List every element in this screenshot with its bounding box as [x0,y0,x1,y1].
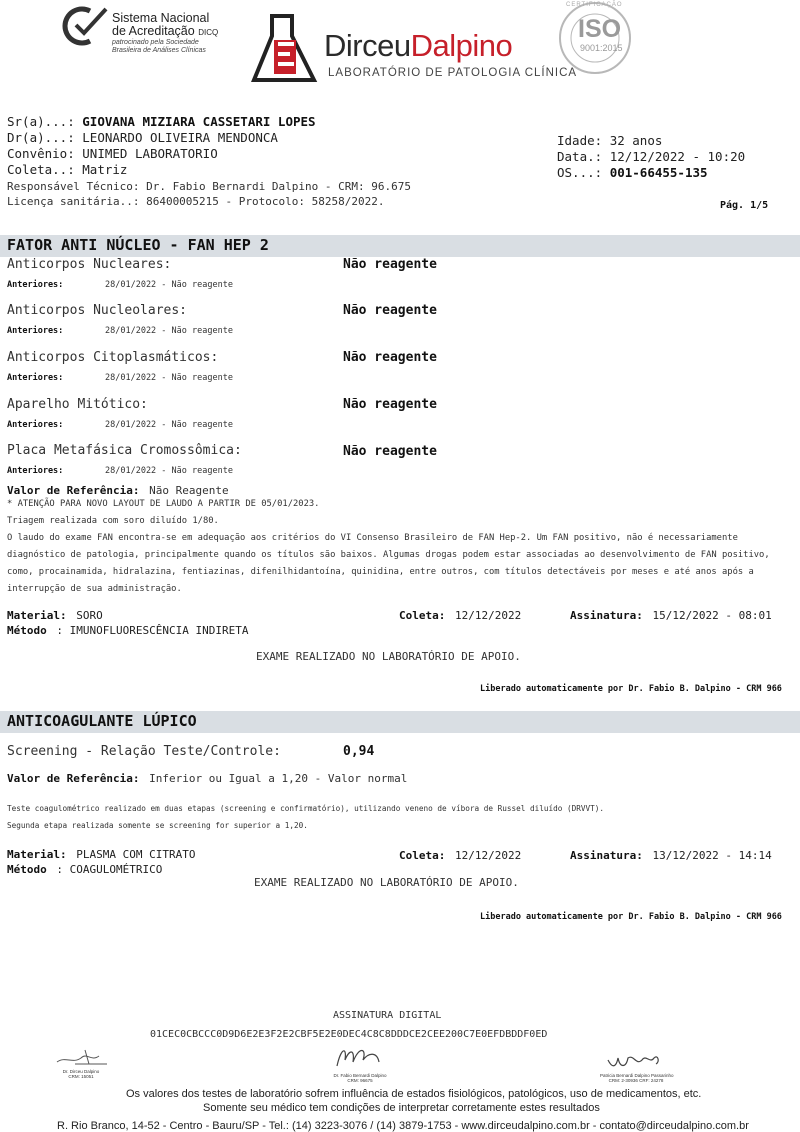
fan-anteriores-label: Anteriores: [7,420,64,430]
lab-flask-logo-icon [250,14,318,84]
signature-3-crm: CRM: 2-30936 CRF: 24278 [608,1078,664,1083]
footer-disclaimer-2: Somente seu médico tem condições de interpretar corretamente estes resultados [203,1102,600,1114]
signature-2-crm: CRM: 96675 [347,1078,373,1083]
lupico-coleta-row [399,844,521,863]
digital-signature-title: ASSINATURA DIGITAL [333,1010,442,1021]
doctor-name: LEONARDO OLIVEIRA MENDONCA [82,130,278,145]
fan-section-title: FATOR ANTI NÚCLEO - FAN HEP 2 [7,236,269,254]
signature-3-icon [606,1050,662,1072]
fan-coleta-value: 12/12/2022 [455,609,522,622]
convenio-value: UNIMED LABORATORIO [82,146,218,161]
sna-text [112,12,218,55]
fan-assinatura-value: 15/12/2022 - 08:01 [652,609,772,622]
idade-label: Idade: [557,133,603,148]
fan-anteriores-label: Anteriores: [7,280,64,290]
patient-name: GIOVANA MIZIARA CASSETARI LOPES [82,114,316,129]
fan-note-consenso: O laudo do exame FAN encontra-se em adequação aos critérios do VI Consenso Brasileiro de FAN Hep-2. Um FAN positivo, não é necessariamente diagnóstico de patologia, principalmente quando os títulos são baixos. Algumas drogas podem estar associadas ao desenvolvimento de FAN positivo, como, procainamida, hidralazina, fentiazinas, difenilhidantoína, quinidina, entre outros, com títulos detectáveis por meses e até anos após a interrupção de sua administração. [7,533,770,594]
fan-item-result: Não reagente [343,303,437,318]
digital-signature-hash: 01CEC0CBCCC0D9D6E2E3F2E2CBF5E2E0DEC4C8C8DDDCE2CEE200C7E0EFDBDDF0ED [150,1029,548,1040]
fan-metodo-row [7,619,248,638]
convenio-label: Convênio: [7,146,75,161]
page-number: Pág. 1/5 [720,200,769,211]
fan-item-result: Não reagente [343,350,437,365]
footer-disclaimer-1: Os valores dos testes de laboratório sofrem influência de estados fisiológicos, patológicos, uso de medicamentos, etc. [126,1088,702,1100]
sna-line2: de Acreditação [112,24,195,38]
fan-item-result: Não reagente [343,397,437,412]
signature-1-text [56,1069,106,1079]
signature-1-name: Dr. Dirceu Dalpino [62,1069,100,1074]
fan-material-value: SORO [76,609,103,622]
fan-item-result: Não reagente [343,257,437,272]
fan-reference-value: Não Reagente [149,484,229,497]
patient-name-row [7,114,316,129]
licenca-sanitaria: Licença sanitária..: 86400005215 - Protocolo: 58258/2022. [7,195,385,208]
data-row [557,149,745,164]
lupico-metodo-label: Método [7,863,47,876]
lupico-metodo-row [7,858,162,877]
lab-name-b: Dalpino [410,28,513,63]
doctor-row [7,130,278,145]
fan-assinatura-row [570,604,772,623]
lupico-coleta-label: Coleta: [399,849,446,862]
lupico-reference-value: Inferior ou Igual a 1,20 - Valor normal [149,772,408,785]
lupico-liberado: Liberado automaticamente por Dr. Fabio B. Dalpino - CRM 966 [480,912,782,922]
lab-subtitle: LABORATÓRIO DE PATOLOGIA CLÍNICA [328,67,578,79]
lupico-coleta-value: 12/12/2022 [455,849,522,862]
lupico-note-teste: Teste coagulométrico realizado em duas etapas (screening e confirmatório), utilizando veneno de víbora de Russel diluído (DRVVT). [7,804,605,813]
lupico-assinatura-row [570,844,772,863]
signature-2-icon [333,1042,383,1072]
data-value: 12/12/2022 - 10:20 [609,149,746,164]
lupico-reference-row [7,767,407,786]
iso-top: CERTIFICAÇÃO [566,2,623,8]
fan-item-label: Anticorpos Nucleares: [7,257,172,272]
fan-assinatura-label: Assinatura: [570,609,643,622]
coleta-label: Coleta..: [7,162,75,177]
signature-1-crm: CRM: 15051 [68,1074,94,1079]
lupico-assinatura-value: 13/12/2022 - 14:14 [652,849,772,862]
idade-row [557,133,662,148]
fan-item-result: Não reagente [343,444,437,459]
iso-big: ISO [578,15,622,43]
fan-metodo-value: : IMUNOFLUORESCÊNCIA INDIRETA [56,624,249,637]
lupico-metodo-value: : COAGULOMÉTRICO [56,863,163,876]
iso-num: 9001:2015 [580,43,623,53]
fan-anteriores-label: Anteriores: [7,466,64,476]
sna-dicq: DICQ [198,28,219,37]
lupico-assinatura-label: Assinatura: [570,849,643,862]
sna-line4: Brasileira de Análises Clínicas [112,47,206,54]
data-label: Data.: [557,149,603,164]
lupico-reference-label: Valor de Referência: [7,772,140,785]
signature-3-text [600,1073,672,1083]
lupico-material-value: PLASMA COM CITRATO [76,848,196,861]
os-value: 001-66455-135 [609,165,708,180]
sna-logo-icon [60,5,110,47]
fan-coleta-row [399,604,521,623]
signature-2-text [330,1073,390,1083]
fan-item-label: Anticorpos Nucleolares: [7,303,188,318]
lupico-screening-result: 0,94 [343,744,375,759]
fan-reference-label: Valor de Referência: [7,484,140,497]
sna-line3: patrocinado pela Sociedade [112,39,199,46]
fan-item-label: Aparelho Mitótico: [7,397,148,412]
lupico-screening-label: Screening - Relação Teste/Controle: [7,744,281,759]
fan-liberado: Liberado automaticamente por Dr. Fabio B. Dalpino - CRM 966 [480,684,782,694]
fan-apoio-note: EXAME REALIZADO NO LABORATÓRIO DE APOIO. [256,650,521,663]
fan-anteriores-value: 28/01/2022 - Não reagente [105,280,233,290]
fan-item-label: Placa Metafásica Cromossômica: [7,443,242,458]
lab-name [324,28,512,64]
coleta-value: Matriz [82,162,128,177]
os-label: OS...: [557,165,603,180]
fan-metodo-label: Método [7,624,47,637]
doctor-label: Dr(a)...: [7,130,75,145]
lupico-note-etapa: Segunda etapa realizada somente se screening for superior a 1,20. [7,821,308,830]
lupico-material-label: Material: [7,848,67,861]
lupico-section-title: ANTICOAGULANTE LÚPICO [7,712,197,730]
signature-1-icon [55,1046,110,1068]
lab-name-a: Dirceu [324,28,411,63]
idade-value: 32 anos [609,133,663,148]
responsavel-tecnico: Responsável Técnico: Dr. Fabio Bernardi Dalpino - CRM: 96.675 [7,180,411,193]
fan-material-label: Material: [7,609,67,622]
fan-anteriores-label: Anteriores: [7,326,64,336]
sna-line1: Sistema Nacional [112,11,210,25]
os-row [557,165,708,180]
lupico-apoio-note: EXAME REALIZADO NO LABORATÓRIO DE APOIO. [254,876,519,889]
footer-address: R. Rio Branco, 14-52 - Centro - Bauru/SP - Tel.: (14) 3223-3076 / (14) 3879-1753 - www.dirceudalpino.com.br - contato@dirceudalpino.com.br [57,1120,749,1132]
convenio-row [7,146,218,161]
coleta-row [7,162,127,177]
fan-anteriores-value: 28/01/2022 - Não reagente [105,466,233,476]
fan-item-label: Anticorpos Citoplasmáticos: [7,350,219,365]
signature-3-name: Patricia Bernardi Dalpino Passarinho [600,1073,674,1078]
signature-2-name: Dr. Fabio Bernardi Dalpino [333,1073,387,1078]
patient-label: Sr(a)...: [7,114,75,129]
fan-note-triagem: Triagem realizada com soro diluído 1/80. [7,516,219,526]
fan-anteriores-value: 28/01/2022 - Não reagente [105,420,233,430]
fan-anteriores-label: Anteriores: [7,373,64,383]
fan-anteriores-value: 28/01/2022 - Não reagente [105,373,233,383]
fan-note-layout: * ATENÇÃO PARA NOVO LAYOUT DE LAUDO A PARTIR DE 05/01/2023. [7,499,320,509]
fan-coleta-label: Coleta: [399,609,446,622]
fan-anteriores-value: 28/01/2022 - Não reagente [105,326,233,336]
